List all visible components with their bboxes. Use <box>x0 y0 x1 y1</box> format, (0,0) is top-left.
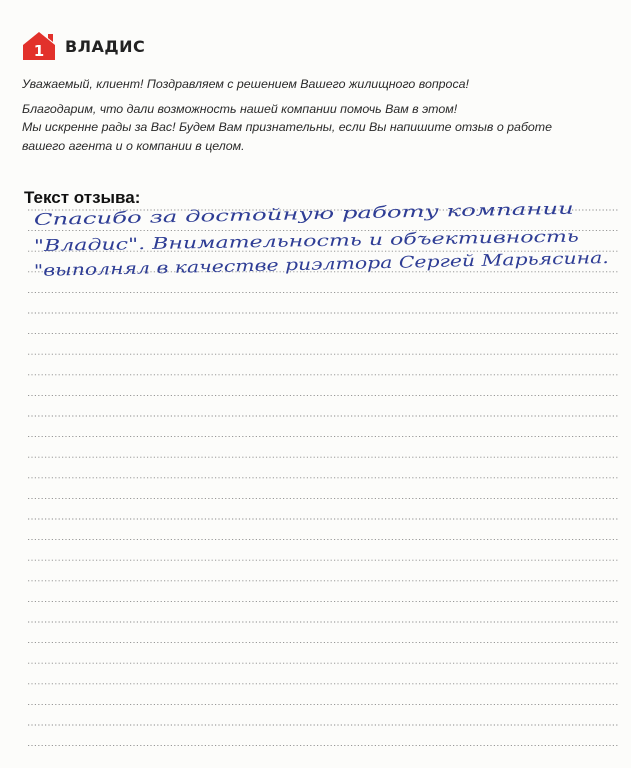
logo-badge-number: 1 <box>33 42 45 60</box>
intro-line-4: вашего агента и о компании в целом. <box>22 138 245 153</box>
handwritten-line-3: "выполнял в качестве риэлтора Сергей Марьясина. <box>33 250 486 280</box>
intro-line-3: Мы искренне рады за Вас! Будем Вам признательны, если Вы напишите отзыв о работе <box>22 120 553 134</box>
intro-line-1: Уважаемый, клиент! Поздравляем с решением Вашего жилищного вопроса! <box>22 77 469 91</box>
brand-name: ВЛАДИС <box>65 36 146 56</box>
intro-line-2: Благодарим, что дали возможность нашей компании помочь Вам в этом! <box>22 101 458 116</box>
handwritten-line-2: "Владис". Внимательность и объективность <box>33 229 430 255</box>
review-title: Текст отзыва: <box>24 188 141 207</box>
handwritten-line-1: Спасибо за достойную работу компании <box>33 202 389 229</box>
